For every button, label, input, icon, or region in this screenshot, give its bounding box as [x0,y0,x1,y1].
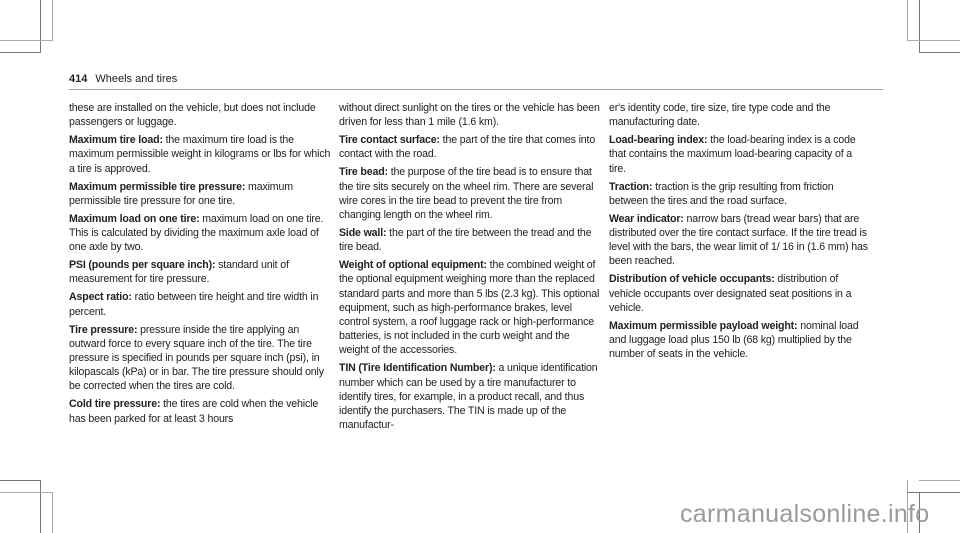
crop-mark [907,492,960,493]
crop-mark [0,40,53,41]
glossary-term: TIN (Tire Identification Number): [339,362,496,375]
glossary-definition: distribution of vehicle occupants over designated seat positions in a vehicle. [609,273,852,314]
glossary-definition: the part of the tire that comes into contact with the road. [339,134,596,161]
glossary-entry [69,258,331,286]
crop-mark [919,480,960,481]
crop-mark [52,492,53,533]
glossary-term: Wear indicator: [609,212,684,225]
page-number: 414 [69,73,88,85]
glossary-term: Tire pressure: [69,323,138,336]
glossary-term: Side wall: [339,227,387,240]
glossary-entry [69,133,331,176]
glossary-entry [339,361,601,432]
glossary-entry [69,101,331,129]
crop-mark [52,0,53,41]
glossary-entry [609,212,871,269]
watermark: carmanualsonline.info [680,500,930,528]
glossary-definition: these are installed on the vehicle, but does not include passengers or luggage. [69,102,316,129]
text-column-1 [69,101,331,430]
glossary-entry [609,101,871,129]
glossary-term: Maximum permissible payload weight: [609,319,798,332]
glossary-term: Cold tire pressure: [69,398,161,411]
glossary-definition: the tires are cold when the vehicle has been parked for at least 3 hours [69,398,319,425]
glossary-entry [69,323,331,394]
glossary-definition: the maximum tire load is the maximum permissible weight in kilograms or lbs for which a tire is approved. [69,134,331,175]
crop-mark [40,0,41,53]
glossary-entry [339,165,601,222]
crop-mark [907,0,908,41]
glossary-entry [609,180,871,208]
glossary-definition: pressure inside the tire applying an outward force to every square inch of the tire. The tire pressure is specified in pounds per square inch (psi), in kilopascals (kPa) or in bar. The tire pressure should only be corrected when the tires are cold. [69,323,324,393]
section-title: Wheels and tires [95,73,178,85]
page-header [69,73,883,90]
glossary-entry [609,319,871,362]
text-column-2 [339,101,601,436]
crop-mark [0,52,41,53]
glossary-term: Weight of optional equipment: [339,259,487,272]
glossary-entry [339,101,601,129]
glossary-entry [609,133,871,176]
glossary-definition: narrow bars (tread wear bars) that are distributed over the tire contact surface. If the tire tread is level with the bars, the wear limit of 1/ 16 in (1.6 mm) has been reached. [609,212,868,268]
glossary-definition: nominal load and luggage load plus 150 lb (68 kg) multiplied by the number of seats in the vehicle. [609,319,859,361]
glossary-term: Maximum load on one tire: [69,212,200,225]
glossary-term: PSI (pounds per square inch): [69,259,216,272]
glossary-term: Tire bead: [339,166,388,179]
crop-mark [907,40,960,41]
glossary-definition: the combined weight of the optional equipment weighing more than the replaced standard parts and more than 5 lbs (2.3 kg). This optional equipment, such as high-performance brakes, level control system, a roof luggage rack or high-performance batteries, is not included in the curb weight and the weight of the accessories. [339,259,600,357]
text-column-3 [609,101,871,365]
glossary-definition: maximum permissible tire pressure for one tire. [69,180,293,207]
glossary-term: Distribution of vehicle occupants: [609,273,775,286]
glossary-definition: the purpose of the tire bead is to ensure that the tire sits securely on the wheel rim. There are several wire cores in the tire bead to prevent the tire from changing length on the wheel rim. [339,166,594,222]
glossary-definition: maximum load on one tire. This is calculated by dividing the maximum axle load of one axle by two. [69,212,324,254]
glossary-definition: traction is the grip resulting from friction between the tires and the road surface. [609,180,834,207]
glossary-entry [609,272,871,315]
glossary-term: Aspect ratio: [69,291,132,304]
glossary-definition: ratio between tire height and tire width in percent. [69,291,319,318]
glossary-definition: er's identity code, tire size, tire type code and the manufacturing date. [609,102,831,129]
crop-mark [919,0,920,53]
crop-mark [40,480,41,533]
glossary-entry [69,180,331,208]
glossary-entry [69,212,331,255]
glossary-definition: the part of the tire between the tread and the tire bead. [339,227,592,254]
crop-mark [0,492,53,493]
glossary-entry [339,133,601,161]
glossary-term: Tire contact surface: [339,134,440,147]
glossary-definition: standard unit of measurement for tire pressure. [69,259,289,286]
glossary-term: Maximum permissible tire pressure: [69,180,246,193]
glossary-entry [339,258,601,357]
glossary-entry [69,290,331,318]
glossary-entry [339,226,601,254]
glossary-definition: a unique identification number which can be used by a tire manufacturer to identify tires, for example, in a product recall, and thus identify the purchasers. The TIN is made up of the manufactur- [339,362,598,432]
glossary-entry [69,397,331,425]
glossary-term: Load-bearing index: [609,134,708,147]
glossary-term: Traction: [609,180,653,193]
glossary-term: Maximum tire load: [69,134,163,147]
glossary-definition: the load-bearing index is a code that contains the maximum load-bearing capacity of a tire. [609,134,856,175]
glossary-definition: without direct sunlight on the tires or the vehicle has been driven for less than 1 mile (1.6 km). [339,102,600,129]
crop-mark [919,52,960,53]
crop-mark [0,480,41,481]
